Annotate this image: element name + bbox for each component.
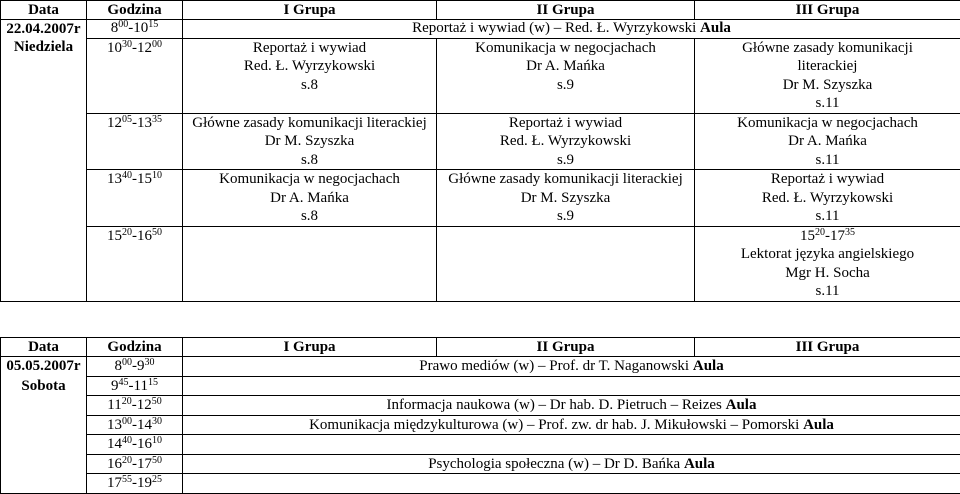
header-godzina: Godzina <box>87 1 183 20</box>
slot-row <box>1 38 960 113</box>
header-data: Data <box>1 338 87 357</box>
day-cell: Sobota <box>1 376 87 396</box>
table-row <box>1 376 960 396</box>
date-cell: 05.05.2007r <box>1 357 87 377</box>
time-cell: $8^{00}-9^{30}$ <box>87 357 183 377</box>
schedule-table-may <box>0 337 960 494</box>
time-cell: $12^{05}-13^{35}$ <box>87 113 183 170</box>
time-cell: $10^{30}-12^{00}$ <box>87 38 183 113</box>
time-cell: $8^{00}-10^{15}$ <box>87 20 183 39</box>
group-3-class: Reportaż i wywiad Red. Ł. Wyrzykowski s.11 <box>695 170 960 227</box>
lecture-cell <box>183 376 960 396</box>
lecture-cell: Informacja naukowa (w) – Dr hab. D. Pietruch – Reizes Aula <box>183 396 960 416</box>
time-cell: $11^{20}-12^{50}$ <box>87 396 183 416</box>
header-group-3: III Grupa <box>695 338 960 357</box>
group-1-class: Główne zasady komunikacji literackiej Dr M. Szyszka s.8 <box>183 113 437 170</box>
header-row <box>1 338 960 357</box>
group-1-class <box>183 226 437 301</box>
lecture-cell: Psychologia społeczna (w) – Dr D. Bańka Aula <box>183 454 960 474</box>
group-2-class: Reportaż i wywiad Red. Ł. Wyrzykowski s.9 <box>437 113 695 170</box>
lecture-cell: Prawo mediów (w) – Prof. dr T. Naganowski Aula <box>183 357 960 377</box>
group-3-class: Komunikacja w negocjachach Dr A. Mańka s.11 <box>695 113 960 170</box>
date-cell <box>1 20 87 39</box>
time-cell: $13^{00}-14^{30}$ <box>87 415 183 435</box>
day: Niedziela <box>1 38 86 57</box>
day-cell <box>1 38 87 113</box>
slot-row <box>1 170 960 227</box>
slot-row <box>1 226 960 301</box>
lecture-text: Reportaż i wywiad (w) – Red. Ł. Wyrzykowski <box>412 20 696 36</box>
table-row <box>1 435 960 455</box>
slot-row <box>1 20 960 39</box>
group-2-class <box>437 226 695 301</box>
time-cell: $15^{20}-16^{50}$ <box>87 226 183 301</box>
table-row <box>1 396 960 416</box>
time-cell: $9^{45}-11^{15}$ <box>87 376 183 396</box>
time-cell: $13^{40}-15^{10}$ <box>87 170 183 227</box>
table-row <box>1 454 960 474</box>
group-1-class: Komunikacja w negocjachach Dr A. Mańka s.8 <box>183 170 437 227</box>
group-3-class: $15^{20}-17^{35}$ Lektorat języka angielskiego Mgr H. Socha s.11 <box>695 226 960 301</box>
slot-row <box>1 113 960 170</box>
header-group-1: I Grupa <box>183 1 437 20</box>
table-row <box>1 357 960 377</box>
header-godzina: Godzina <box>87 338 183 357</box>
group-3-time: $15^{20}-17^{35}$ <box>695 227 960 246</box>
group-3-class: Główne zasady komunikacji literackiej Dr M. Szyszka s.11 <box>695 38 960 113</box>
header-group-3: III Grupa <box>695 1 960 20</box>
lecture-cell <box>183 474 960 494</box>
time-cell: $16^{20}-17^{50}$ <box>87 454 183 474</box>
lecture-cell <box>183 435 960 455</box>
lecture-cell <box>183 20 960 39</box>
header-group-1: I Grupa <box>183 338 437 357</box>
time-cell: $17^{55}-19^{25}$ <box>87 474 183 494</box>
room-label: Aula <box>700 20 731 36</box>
group-2-class: Komunikacja w negocjachach Dr A. Mańka s.9 <box>437 38 695 113</box>
table-row <box>1 474 960 494</box>
table-row <box>1 415 960 435</box>
header-group-2: II Grupa <box>437 1 695 20</box>
group-1-class: Reportaż i wywiad Red. Ł. Wyrzykowski s.8 <box>183 38 437 113</box>
header-row <box>1 1 960 20</box>
header-group-2: II Grupa <box>437 338 695 357</box>
lecture-cell: Komunikacja międzykulturowa (w) – Prof. zw. dr hab. J. Mikułowski – Pomorski Aula <box>183 415 960 435</box>
group-2-class: Główne zasady komunikacji literackiej Dr M. Szyszka s.9 <box>437 170 695 227</box>
time-cell: $14^{40}-16^{10}$ <box>87 435 183 455</box>
date: 22.04.2007r <box>6 21 80 37</box>
header-data: Data <box>1 1 87 20</box>
